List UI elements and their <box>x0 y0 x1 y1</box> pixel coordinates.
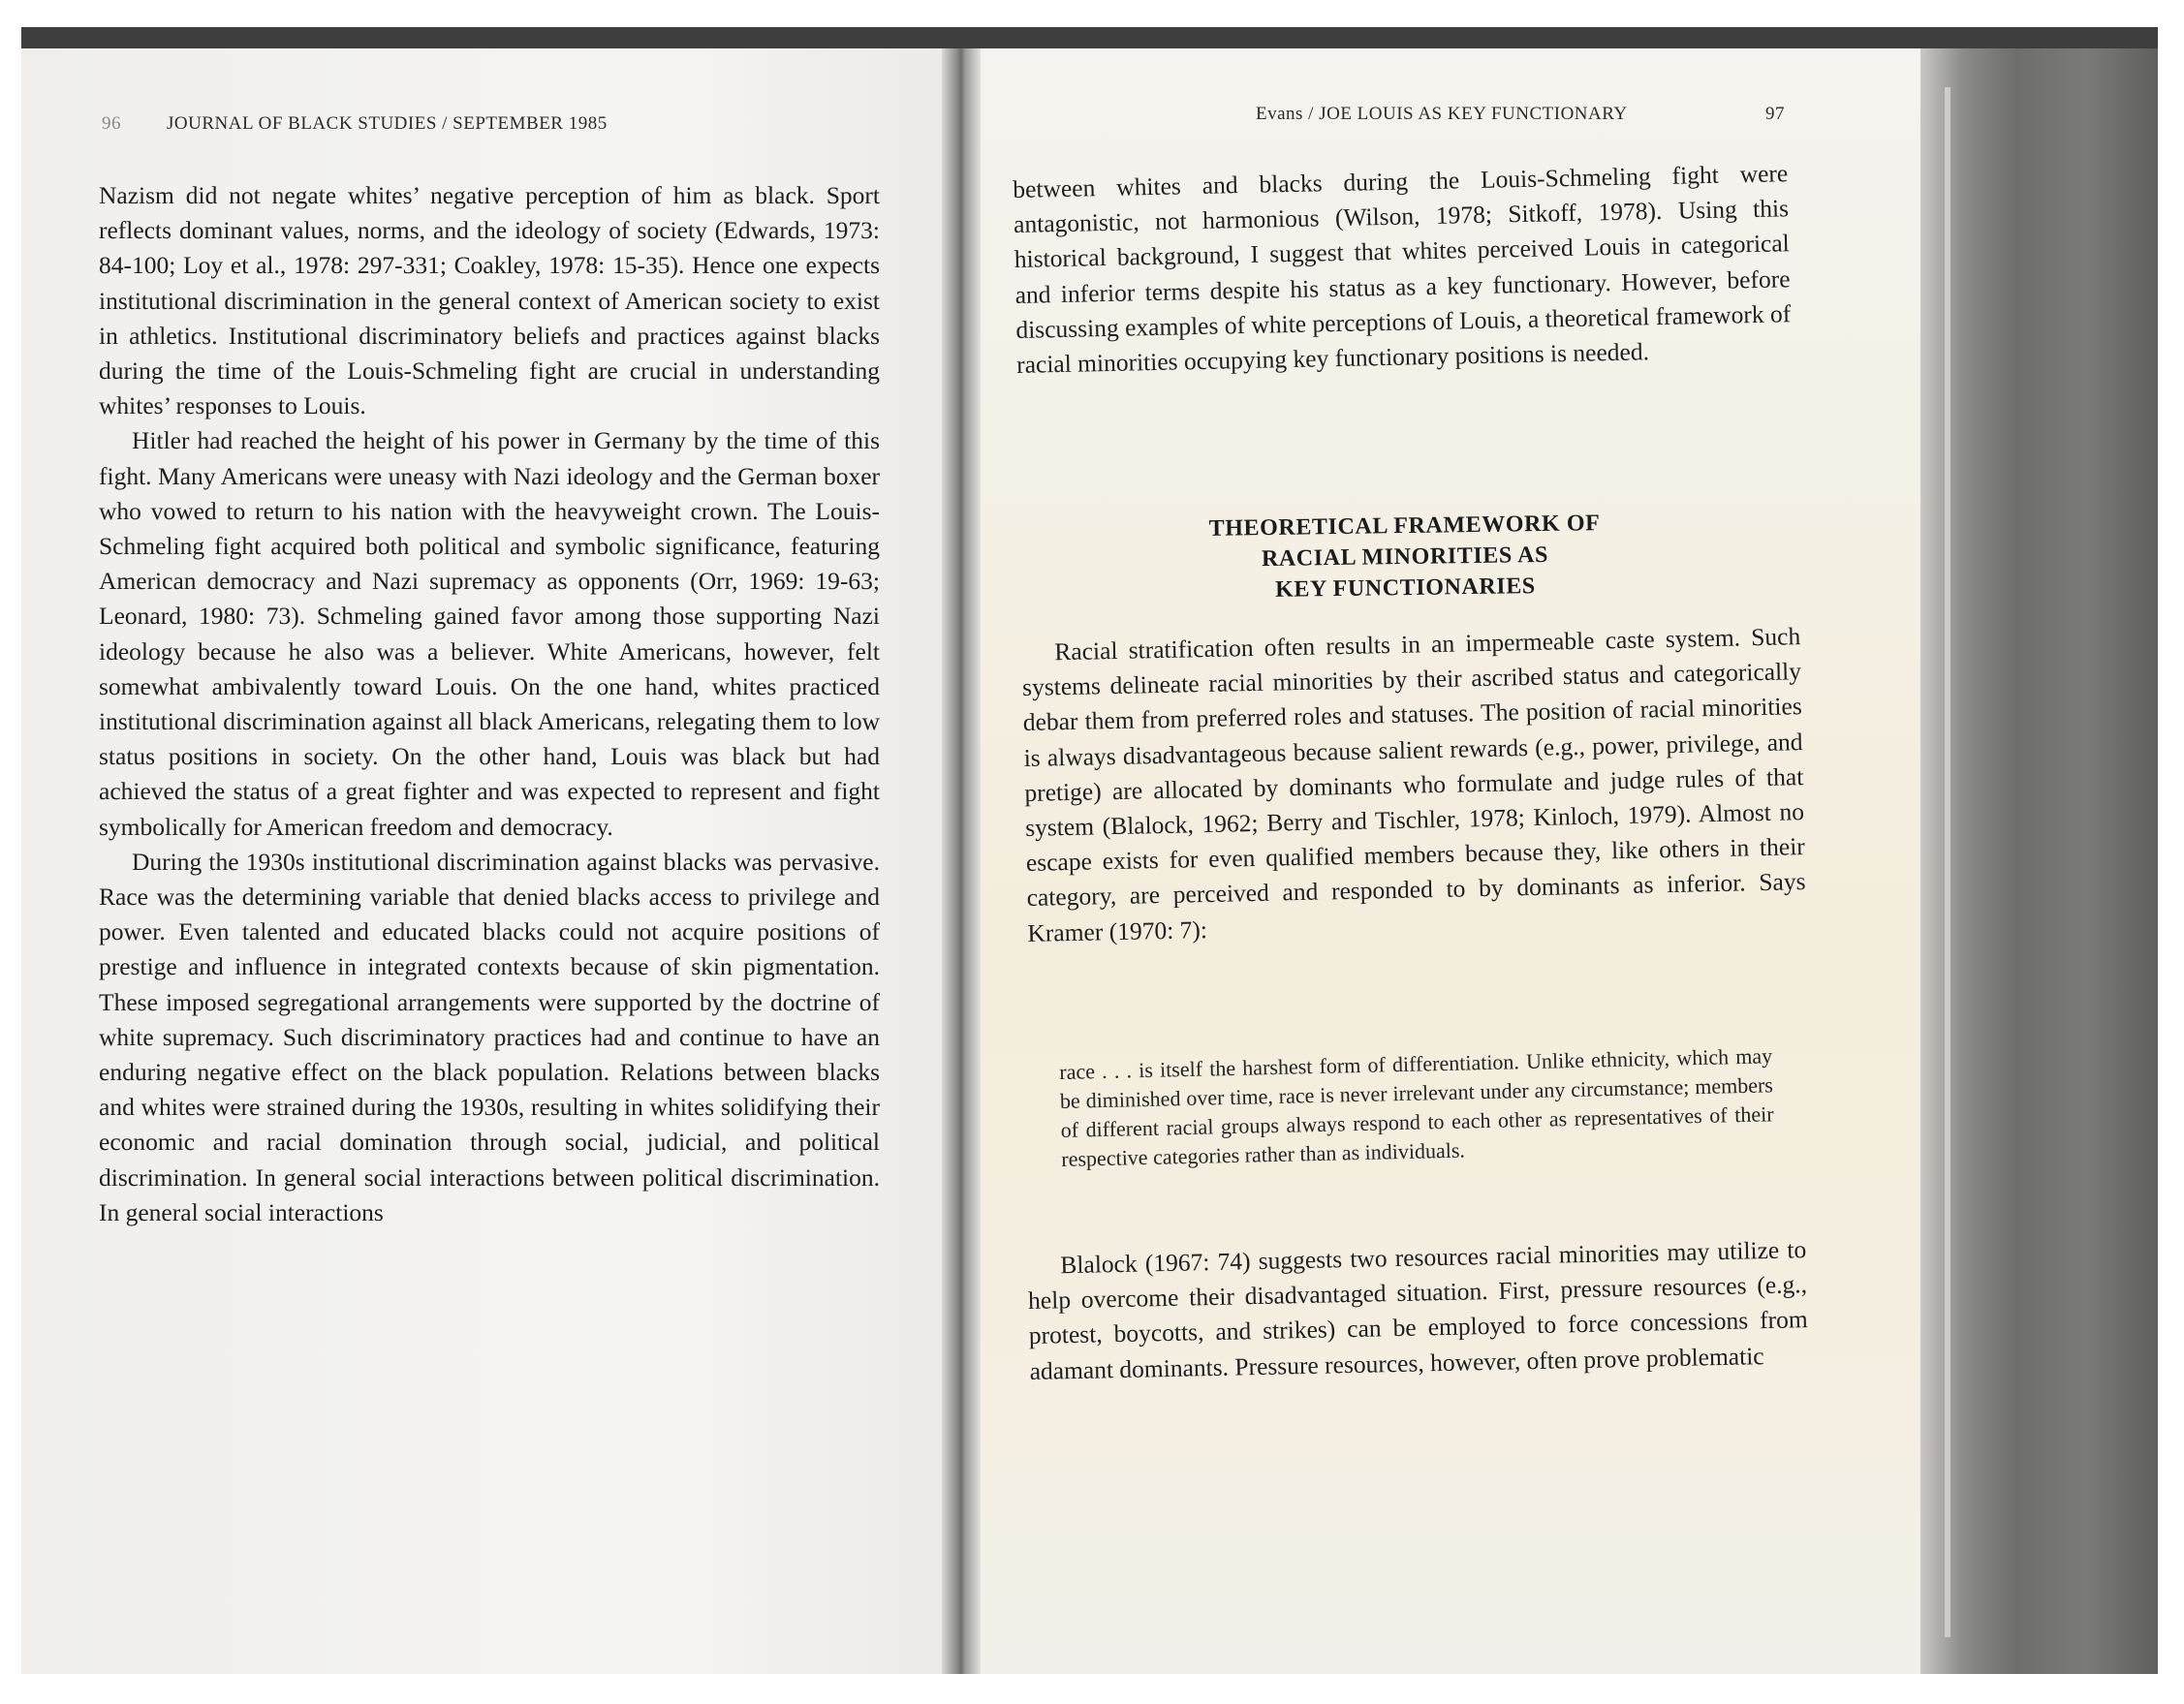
section-heading-line: KEY FUNCTIONARIES <box>1274 573 1536 603</box>
section-heading-line: RACIAL MINORITIES AS <box>1261 542 1549 573</box>
section-heading <box>1094 507 1715 608</box>
left-text-column <box>99 178 880 1230</box>
right-text-middle <box>1021 619 1807 951</box>
quote-text: race . . . is itself the harshest form of differentiation. Unlike ethnicity, which may be diminished over time, race is never irrelevant under any circumstance; members of different racial groups always respond to each other as representatives of their respective categories rather than as individuals. <box>1059 1043 1774 1171</box>
body-paragraph: Nazism did not negate whites’ negative perception of him as black. Sport reflects dominant values, norms, and the ideology of society (Edwards, 1973: 84-100; Loy et al., 1978: 297-331; Coakley, 1978: 15-35). Hence one expects institutional discrimination in the general context of American society to exist in athletics. Institutional discriminatory beliefs and practices against blacks during the time of the Louis-Schmeling fight are crucial in understanding whites’ responses to Louis. <box>99 181 880 420</box>
right-text-bottom <box>1027 1232 1809 1389</box>
block-quote <box>1059 1041 1775 1174</box>
body-paragraph: between whites and blacks during the Louis-Schmeling fight were antagonistic, not harmonious (Wilson, 1978; Sitkoff, 1978). Using this historical background, I suggest that whites perceived Louis in categorical and inferior terms despite his status as a key functionary. However, before discussing examples of white perceptions of Louis, a theoretical framework of racial minorities occupying key functionary positions is needed. <box>1013 159 1792 379</box>
body-paragraph: Hitler had reached the height of his power in Germany by the time of this fight. Many Americans were uneasy with Nazi ideology and the German boxer who vowed to return to his nation with the heavyweight crown. The Louis-Schmeling fight acquired both political and symbolic significance, featuring American democracy and Nazi supremacy as opponents (Orr, 1969: 19-63; Leonard, 1980: 73). Schmeling gained favor among those supporting Nazi ideology because he also was a believer. White Americans, however, felt somewhat ambivalently toward Louis. On the one hand, whites practiced institutional discrimination against all black Americans, relegating them to low status positions in society. On the other hand, Louis was black but had achieved the status of a great fighter and was expected to represent and fight symbolically for American freedom and democracy. <box>99 426 880 841</box>
body-paragraph: Blalock (1967: 74) suggests two resources racial minorities may utilize to help overcome their disadvantaged situation. First, pressure resources (e.g., protest, boycotts, and strikes) can be employed to force concessions from adamant dominants. Pressure resources, however, often prove problematic <box>1027 1235 1809 1385</box>
left-running-head: JOURNAL OF BLACK STUDIES / SEPTEMBER 1985 <box>167 113 608 134</box>
right-text-top <box>1013 156 1792 383</box>
left-page-number: 96 <box>102 113 121 134</box>
right-running-head: Evans / JOE LOUIS AS KEY FUNCTIONARY <box>1256 104 1628 124</box>
page-edge <box>1945 87 1950 1637</box>
section-heading-line: THEORETICAL FRAMEWORK OF <box>1208 511 1601 542</box>
page-fold-shadow <box>1920 48 2158 1674</box>
book-gutter <box>942 48 981 1674</box>
body-paragraph: During the 1930s institutional discrimination against blacks was pervasive. Race was the determining variable that denied blacks access to privilege and power. Even talented and educated blacks could not acquire positions of prestige and influence in integrated contexts because of skin pigmentation. These imposed segregational arrangements were supported by the doctrine of white supremacy. Such discriminatory practices had and continue to have an enduring negative effect on the black population. Relations between blacks and whites were strained during the 1930s, resulting in whites solidifying their economic and racial domination through social, judicial, and political discrimination. In general social interactions between political discrimination. In general social interactions <box>99 847 880 1226</box>
right-page-number: 97 <box>1765 104 1785 124</box>
body-paragraph: Racial stratification often results in an impermeable caste system. Such systems delineate racial minorities by their ascribed status and categorically debar them from preferred roles and statuses. The position of racial minorities is always disadvantageous because salient rewards (e.g., power, privilege, and pretige) are allocated by dominants who formulate and judge rules of that system (Blalock, 1962; Berry and Tischler, 1978; Kinloch, 1979). Almost no escape exists for even qualified members because they, like others in their category, are perceived and responded to by dominants as inferior. Says Kramer (1970: 7): <box>1021 622 1806 947</box>
